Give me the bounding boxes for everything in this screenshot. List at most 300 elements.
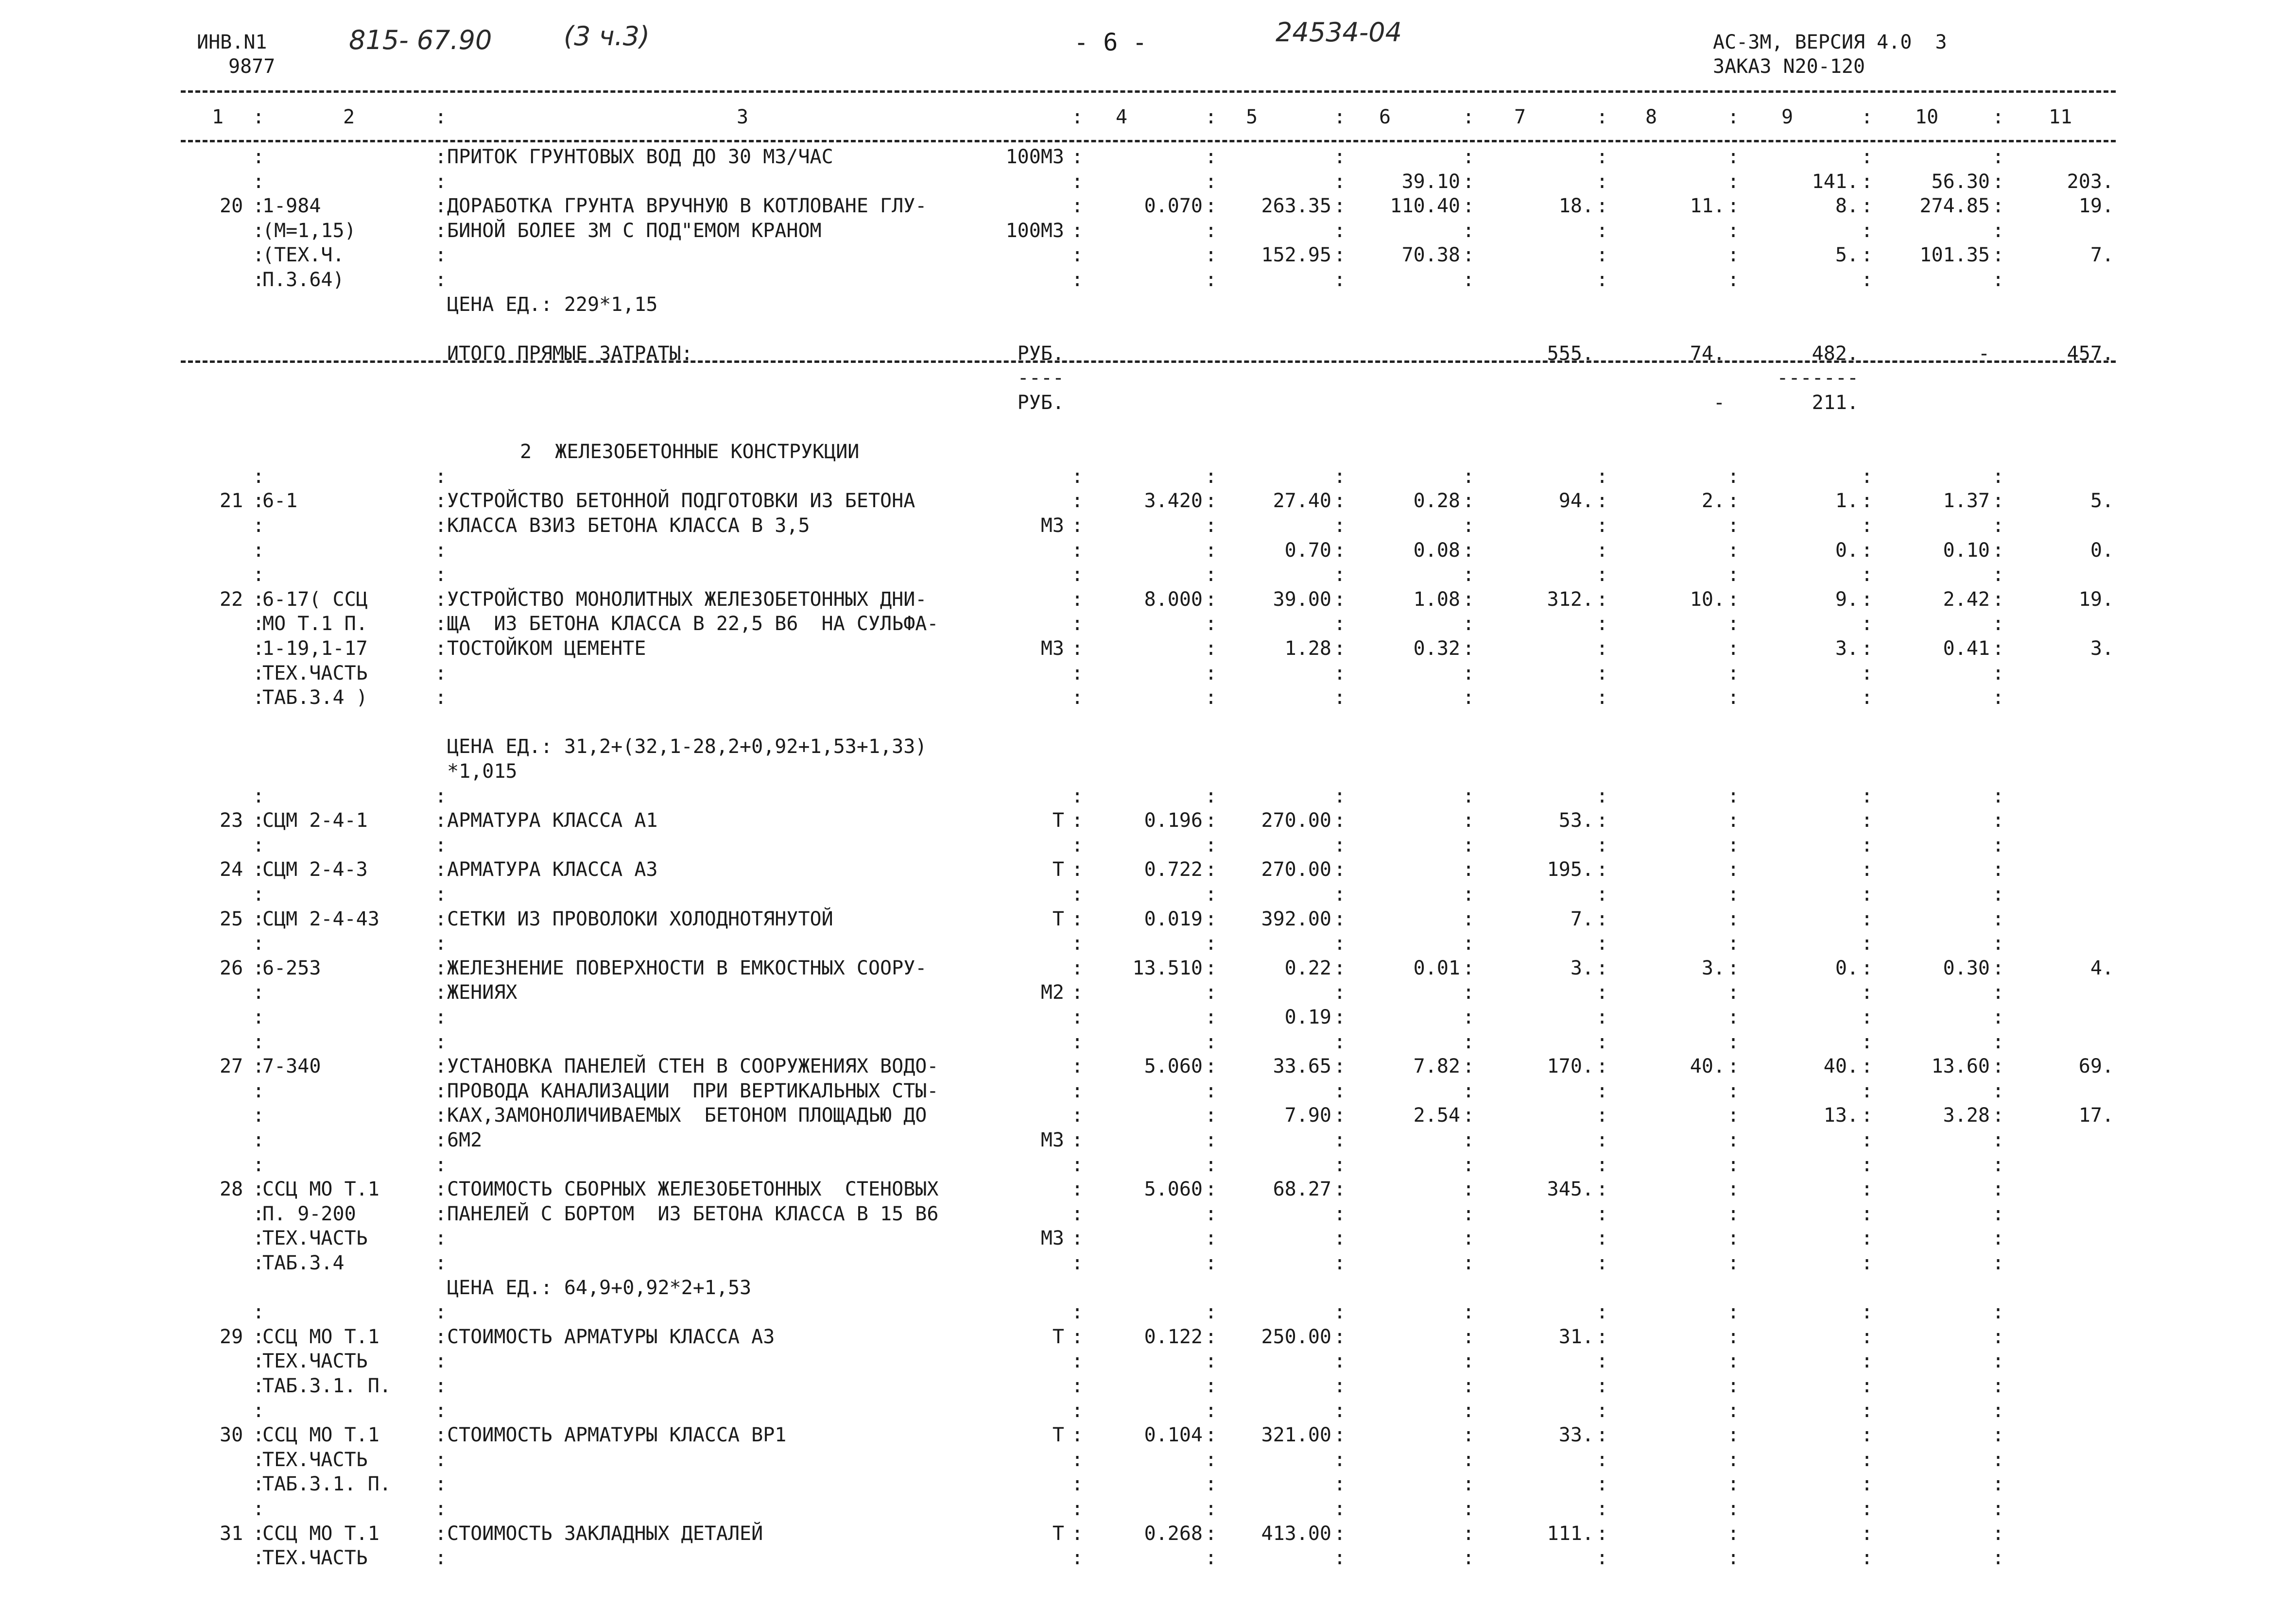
value-col-9: 211.	[1812, 392, 1859, 414]
column-header-6: 6	[1379, 106, 1391, 128]
cell-divider: :	[1071, 1104, 1084, 1127]
cell-divider: :	[253, 809, 265, 832]
work-description: СТОИМОСТЬ ЗАКЛАДНЫХ ДЕТАЛЕЙ	[447, 1522, 763, 1545]
cell-divider: :	[1992, 1301, 2004, 1323]
value-col-5: 321.00	[1261, 1424, 1331, 1446]
cell-divider: :	[435, 1031, 447, 1053]
cell-divider: :	[435, 883, 447, 906]
value-col-6: 0.32	[1413, 637, 1460, 660]
value-col-7: 33.	[1558, 1424, 1594, 1446]
cell-divider: :	[1205, 613, 1217, 635]
cell-divider: :	[1861, 1449, 1873, 1471]
cell-divider: :	[1334, 883, 1346, 906]
cell-divider: :	[1334, 220, 1346, 242]
cell-divider: :	[1071, 834, 1084, 856]
cell-divider: :	[1071, 1154, 1084, 1176]
cell-divider: :	[1596, 564, 1608, 586]
work-description: ПАНЕЛЕЙ С БОРТОМ ИЗ БЕТОНА КЛАССА В 15 В6	[447, 1203, 939, 1225]
cell-divider: :	[1334, 785, 1346, 807]
column-divider: :	[1596, 106, 1608, 128]
value-col-5: 1.28	[1284, 637, 1331, 660]
value-col-4: 8.000	[1144, 588, 1203, 611]
cell-divider: :	[1205, 1301, 1217, 1323]
work-description: СЕТКИ ИЗ ПРОВОЛОКИ ХОЛОДНОТЯНУТОЙ	[447, 908, 833, 930]
value-col-5: 392.00	[1261, 908, 1331, 930]
value-col-10: 1.37	[1943, 490, 1990, 512]
cell-divider: :	[1071, 1449, 1084, 1471]
cell-divider: :	[1596, 465, 1608, 488]
value-col-4: 0.019	[1144, 908, 1203, 930]
value-col-7: 111.	[1547, 1522, 1594, 1545]
cell-divider: :	[1205, 1104, 1217, 1127]
cell-divider: :	[1071, 244, 1084, 266]
work-description: ЖЕЛЕЗНЕНИЕ ПОВЕРХНОСТИ В ЕМКОСТНЫХ СООРУ-	[447, 957, 927, 979]
cell-divider: :	[435, 220, 447, 242]
cell-divider: :	[435, 1350, 447, 1372]
work-description: КАХ,ЗАМОНОЛИЧИВАЕМЫХ БЕТОНОМ ПЛОЩАДЬЮ ДО	[447, 1104, 927, 1127]
cell-divider: :	[1727, 834, 1740, 856]
cell-divider: :	[1334, 1424, 1346, 1446]
cell-divider: :	[1596, 588, 1608, 611]
cell-divider: :	[1463, 220, 1475, 242]
row-number: 23	[220, 809, 243, 832]
cell-divider: :	[1334, 1129, 1346, 1151]
cell-divider: :	[1992, 171, 2004, 193]
value-col-4: 5.060	[1144, 1055, 1203, 1077]
cell-divider: :	[1727, 1400, 1740, 1422]
cell-divider: :	[1463, 1424, 1475, 1446]
cell-divider: :	[1861, 146, 1873, 168]
column-header-8: 8	[1645, 106, 1657, 128]
cell-divider: :	[435, 1449, 447, 1471]
cell-divider: :	[1205, 1055, 1217, 1077]
cell-divider: :	[253, 1326, 265, 1348]
cell-divider: :	[1992, 146, 2004, 168]
cell-divider: :	[253, 637, 265, 660]
cell-divider: :	[1334, 1006, 1346, 1028]
cell-divider: :	[1334, 1154, 1346, 1176]
cell-divider: :	[1861, 171, 1873, 193]
value-col-5: 0.70	[1284, 539, 1331, 562]
cell-divider: :	[1071, 1424, 1084, 1446]
cell-divider: :	[1334, 1375, 1346, 1397]
cell-divider: :	[1861, 858, 1873, 881]
cell-divider: :	[1071, 1301, 1084, 1323]
cell-divider: :	[1861, 1227, 1873, 1249]
cell-divider: :	[1463, 1203, 1475, 1225]
cell-divider: :	[1334, 1227, 1346, 1249]
cell-divider: :	[1992, 1326, 2004, 1348]
page-number: - 6 -	[1074, 28, 1147, 56]
cell-divider: :	[1205, 957, 1217, 979]
row-number: 22	[220, 588, 243, 611]
cell-divider: :	[1071, 686, 1084, 709]
cell-divider: :	[435, 465, 447, 488]
cell-divider: :	[435, 1154, 447, 1176]
cell-divider: :	[1071, 1080, 1084, 1102]
cell-divider: :	[435, 686, 447, 709]
cell-divider: :	[1205, 564, 1217, 586]
cell-divider: :	[1596, 1227, 1608, 1249]
cell-divider: :	[1992, 932, 2004, 955]
norm-code: ТЕХ.ЧАСТЬ	[262, 1547, 368, 1569]
unit-of-measure: Т	[1052, 908, 1064, 930]
cell-divider: :	[1071, 1006, 1084, 1028]
cell-divider: :	[1596, 1031, 1608, 1053]
cell-divider: :	[1727, 1055, 1740, 1077]
cell-divider: :	[253, 244, 265, 266]
cell-divider: :	[1205, 1227, 1217, 1249]
norm-code: СЦМ 2-4-43	[262, 908, 380, 930]
cell-divider: :	[1596, 1006, 1608, 1028]
cell-divider: :	[1205, 1178, 1217, 1200]
row-number: 25	[220, 908, 243, 930]
cell-divider: :	[1071, 1129, 1084, 1151]
cell-divider: :	[1205, 465, 1217, 488]
unit-of-measure: 100М3	[1005, 146, 1064, 168]
cell-divider: :	[1992, 981, 2004, 1004]
value-col-9: 8.	[1835, 195, 1859, 217]
cell-divider: :	[1463, 1252, 1475, 1274]
cell-divider: :	[435, 1055, 447, 1077]
cell-divider: :	[435, 785, 447, 807]
row-number: 24	[220, 858, 243, 881]
cell-divider: :	[1727, 564, 1740, 586]
cell-divider: :	[1463, 490, 1475, 512]
cell-divider: :	[1727, 1350, 1740, 1372]
cell-divider: :	[1596, 908, 1608, 930]
cell-divider: :	[1861, 662, 1873, 684]
inventory-number: 9877	[228, 55, 276, 78]
cell-divider: :	[1727, 195, 1740, 217]
column-header-11: 11	[2049, 106, 2072, 128]
value-col-5: 263.35	[1261, 195, 1331, 217]
column-divider: :	[1992, 106, 2004, 128]
value-col-6: 0.28	[1413, 490, 1460, 512]
cell-divider: :	[253, 957, 265, 979]
cell-divider: :	[253, 146, 265, 168]
cell-divider: :	[1596, 932, 1608, 955]
cell-divider: :	[1861, 908, 1873, 930]
cell-divider: :	[1861, 195, 1873, 217]
column-divider: :	[1463, 106, 1475, 128]
cell-divider: :	[1334, 195, 1346, 217]
norm-code: 6-17( ССЦ	[262, 588, 368, 611]
column-header-9: 9	[1781, 106, 1794, 128]
value-col-4: 0.122	[1144, 1326, 1203, 1348]
cell-divider: :	[1596, 637, 1608, 660]
work-description: ЩА ИЗ БЕТОНА КЛАССА В 22,5 В6 НА СУЛЬФА-	[447, 613, 939, 635]
value-col-8: 2.	[1701, 490, 1725, 512]
cell-divider: :	[1596, 1129, 1608, 1151]
cell-divider: :	[1727, 1301, 1740, 1323]
cell-divider: :	[435, 908, 447, 930]
cell-divider: :	[1334, 1252, 1346, 1274]
norm-code: 7-340	[262, 1055, 321, 1077]
cell-divider: :	[435, 514, 447, 537]
cell-divider: :	[1861, 539, 1873, 562]
norm-code: (М=1,15)	[262, 220, 356, 242]
cell-divider: :	[1334, 1449, 1346, 1471]
totals-rule	[181, 360, 2116, 363]
unit-of-measure: 100М3	[1005, 220, 1064, 242]
work-description: СТОИМОСТЬ АРМАТУРЫ КЛАССА ВР1	[447, 1424, 787, 1446]
cell-divider: :	[253, 686, 265, 709]
cell-divider: :	[1071, 539, 1084, 562]
cell-divider: :	[1205, 539, 1217, 562]
column-header-3: 3	[737, 106, 749, 128]
cell-divider: :	[1992, 1006, 2004, 1028]
cell-divider: :	[1334, 662, 1346, 684]
cell-divider: :	[1071, 269, 1084, 291]
cell-divider: :	[1463, 1129, 1475, 1151]
cell-divider: :	[1992, 1104, 2004, 1127]
work-description: ЖЕНИЯХ	[447, 981, 518, 1004]
norm-code: ССЦ МО Т.1	[262, 1424, 380, 1446]
cell-divider: :	[435, 957, 447, 979]
cell-divider: :	[1861, 932, 1873, 955]
cell-divider: :	[1596, 1547, 1608, 1569]
cell-divider: :	[1727, 1252, 1740, 1274]
cell-divider: :	[253, 269, 265, 291]
norm-code: П.3.64)	[262, 269, 345, 291]
cell-divider: :	[1071, 1350, 1084, 1372]
cell-divider: :	[1463, 465, 1475, 488]
cell-divider: :	[253, 908, 265, 930]
cell-divider: :	[1071, 514, 1084, 537]
cell-divider: :	[1727, 908, 1740, 930]
cell-divider: :	[435, 1473, 447, 1495]
cell-divider: :	[1727, 465, 1740, 488]
cell-divider: :	[253, 1522, 265, 1545]
cell-divider: :	[1861, 1547, 1873, 1569]
value-col-6: 2.54	[1413, 1104, 1460, 1127]
cell-divider: :	[253, 834, 265, 856]
cell-divider: :	[253, 883, 265, 906]
cell-divider: :	[1071, 588, 1084, 611]
cell-divider: :	[253, 1350, 265, 1372]
value-col-4: 0.104	[1144, 1424, 1203, 1446]
cell-divider: :	[1861, 465, 1873, 488]
cell-divider: :	[435, 539, 447, 562]
cell-divider: :	[1463, 1006, 1475, 1028]
value-col-5: 250.00	[1261, 1326, 1331, 1348]
row-number: 21	[220, 490, 243, 512]
cell-divider: :	[1727, 1449, 1740, 1471]
document-part: (3 ч.3)	[564, 21, 650, 51]
cell-divider: :	[1334, 171, 1346, 193]
cell-divider: :	[253, 1424, 265, 1446]
cell-divider: :	[1071, 1375, 1084, 1397]
cell-divider: :	[1861, 1522, 1873, 1545]
row-number: 20	[220, 195, 243, 217]
work-description: 6М2	[447, 1129, 483, 1151]
norm-code: МО Т.1 П.	[262, 613, 368, 635]
cell-divider: :	[1992, 1080, 2004, 1102]
cell-divider: :	[1071, 1031, 1084, 1053]
cell-divider: :	[1861, 1350, 1873, 1372]
cell-divider: :	[1463, 908, 1475, 930]
cell-divider: :	[435, 858, 447, 881]
cell-divider: :	[1596, 1424, 1608, 1446]
work-description: УСТРОЙСТВО БЕТОННОЙ ПОДГОТОВКИ ИЗ БЕТОНА	[447, 490, 915, 512]
cell-divider: :	[1992, 1031, 2004, 1053]
value-col-5: 152.95	[1261, 244, 1331, 266]
cell-divider: :	[253, 1080, 265, 1102]
cell-divider: :	[1861, 957, 1873, 979]
cell-divider: :	[253, 1252, 265, 1274]
cell-divider: :	[1071, 637, 1084, 660]
norm-code: ТАБ.3.4 )	[262, 686, 368, 709]
value-col-10: 101.35	[1919, 244, 1990, 266]
value-col-4: 5.060	[1144, 1178, 1203, 1200]
norm-code: СЦМ 2-4-3	[262, 858, 368, 881]
cell-divider: :	[435, 1252, 447, 1274]
cell-divider: :	[1861, 269, 1873, 291]
cell-divider: :	[1071, 1498, 1084, 1520]
cell-divider: :	[1463, 564, 1475, 586]
cell-divider: :	[1596, 195, 1608, 217]
value-col-11: 4.	[2090, 957, 2114, 979]
cell-divider: :	[1861, 1301, 1873, 1323]
cell-divider: :	[1334, 1498, 1346, 1520]
cell-divider: :	[1861, 1252, 1873, 1274]
norm-code: ТЕХ.ЧАСТЬ	[262, 1227, 368, 1249]
value-col-11: 19.	[2078, 588, 2114, 611]
cell-divider: :	[1861, 1473, 1873, 1495]
cell-divider: :	[253, 613, 265, 635]
cell-divider: :	[1205, 1375, 1217, 1397]
cell-divider: :	[1334, 539, 1346, 562]
cell-divider: :	[1334, 1350, 1346, 1372]
header-rule-bottom	[181, 140, 2116, 142]
cell-divider: :	[1334, 686, 1346, 709]
header-rule-top	[181, 90, 2116, 93]
cell-divider: :	[1861, 883, 1873, 906]
cell-divider: :	[435, 662, 447, 684]
cell-divider: :	[253, 662, 265, 684]
cell-divider: :	[253, 1375, 265, 1397]
cell-divider: :	[1071, 146, 1084, 168]
unit-of-measure: РУБ.	[1017, 342, 1064, 365]
unit-of-measure: Т	[1052, 858, 1064, 881]
cell-divider: :	[1861, 588, 1873, 611]
cell-divider: :	[1596, 1252, 1608, 1274]
row-number: 26	[220, 957, 243, 979]
cell-divider: :	[253, 1178, 265, 1200]
cell-divider: :	[1334, 957, 1346, 979]
value-col-5: 7.90	[1284, 1104, 1331, 1127]
work-description: ПРОВОДА КАНАЛИЗАЦИИ ПРИ ВЕРТИКАЛЬНЫХ СТЫ-	[447, 1080, 939, 1102]
value-col-5: 0.22	[1284, 957, 1331, 979]
cell-divider: :	[1205, 809, 1217, 832]
cell-divider: :	[1205, 662, 1217, 684]
cell-divider: :	[1727, 1375, 1740, 1397]
value-col-5: 27.40	[1273, 490, 1331, 512]
value-col-9: 0.	[1835, 539, 1859, 562]
cell-divider: :	[253, 195, 265, 217]
cell-divider: :	[1727, 1522, 1740, 1545]
cell-divider: :	[1861, 1375, 1873, 1397]
cell-divider: :	[1334, 1203, 1346, 1225]
cell-divider: :	[253, 564, 265, 586]
cell-divider: :	[1992, 1252, 2004, 1274]
cell-divider: :	[435, 269, 447, 291]
value-col-8: 74.	[1690, 342, 1725, 365]
cell-divider: :	[1596, 981, 1608, 1004]
cell-divider: :	[1992, 564, 2004, 586]
value-col-7: 312.	[1547, 588, 1594, 611]
cell-divider: :	[1071, 883, 1084, 906]
cell-divider: :	[1205, 1031, 1217, 1053]
cell-divider: :	[253, 220, 265, 242]
value-col-11: 203.	[2067, 171, 2114, 193]
cell-divider: :	[435, 244, 447, 266]
cell-divider: :	[1992, 1178, 2004, 1200]
cell-divider: :	[1205, 883, 1217, 906]
value-col-9: 1.	[1835, 490, 1859, 512]
column-header-2: 2	[343, 106, 355, 128]
cell-divider: :	[1861, 1129, 1873, 1151]
cell-divider: :	[1334, 514, 1346, 537]
cell-divider: :	[1861, 244, 1873, 266]
cell-divider: :	[1861, 1154, 1873, 1176]
cell-divider: :	[1463, 1154, 1475, 1176]
cell-divider: :	[435, 834, 447, 856]
cell-divider: :	[1727, 1178, 1740, 1200]
cell-divider: :	[1727, 1498, 1740, 1520]
document-code: 815- 67.90	[349, 25, 492, 55]
cell-divider: :	[435, 1375, 447, 1397]
cell-divider: :	[1334, 1547, 1346, 1569]
cell-divider: :	[1071, 1547, 1084, 1569]
cell-divider: :	[253, 932, 265, 955]
cell-divider: :	[1071, 1252, 1084, 1274]
cell-divider: :	[1992, 1400, 2004, 1422]
cell-divider: :	[1071, 1227, 1084, 1249]
cell-divider: :	[1992, 1473, 2004, 1495]
cell-divider: :	[253, 1473, 265, 1495]
cell-divider: :	[1992, 514, 2004, 537]
value-col-7: 53.	[1558, 809, 1594, 832]
cell-divider: :	[1205, 1522, 1217, 1545]
cell-divider: :	[435, 1203, 447, 1225]
cell-divider: :	[1596, 858, 1608, 881]
cell-divider: :	[1334, 588, 1346, 611]
cell-divider: :	[1205, 1350, 1217, 1372]
cell-divider: :	[435, 1006, 447, 1028]
cell-divider: :	[435, 1227, 447, 1249]
cell-divider: :	[1596, 883, 1608, 906]
cell-divider: :	[1334, 244, 1346, 266]
cell-divider: :	[1596, 514, 1608, 537]
cell-divider: :	[1992, 244, 2004, 266]
norm-code: ТАБ.3.1. П.	[262, 1375, 391, 1397]
cell-divider: :	[1071, 1055, 1084, 1077]
cell-divider: :	[435, 1104, 447, 1127]
value-col-7: 94.	[1558, 490, 1594, 512]
cell-divider: :	[1463, 1350, 1475, 1372]
value-col-9: 9.	[1835, 588, 1859, 611]
value-col-5: 270.00	[1261, 809, 1331, 832]
cell-divider: :	[253, 514, 265, 537]
unit-of-measure: РУБ.	[1017, 392, 1064, 414]
cell-divider: :	[1861, 1326, 1873, 1348]
cell-divider: :	[1596, 146, 1608, 168]
row-number: 27	[220, 1055, 243, 1077]
cell-divider: :	[253, 1400, 265, 1422]
order-number: ЗАКАЗ N20-120	[1713, 55, 1865, 78]
